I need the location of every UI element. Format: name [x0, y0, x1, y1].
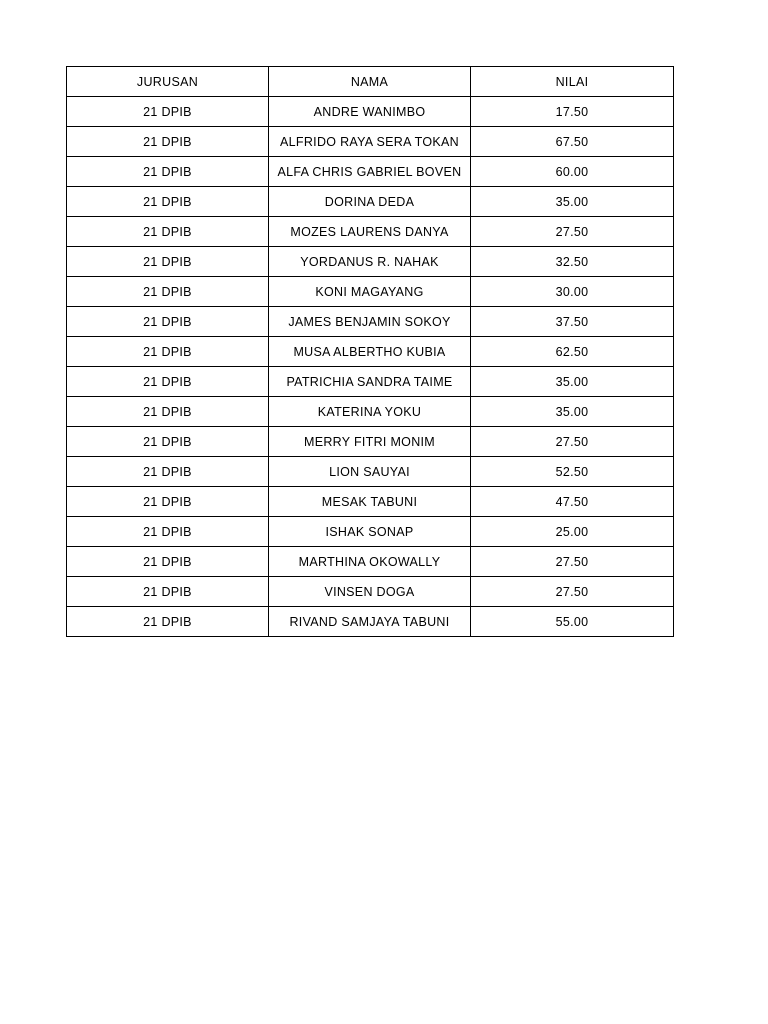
jurusan-cell: 21 DPIB: [67, 577, 269, 607]
nilai-cell: 62.50: [471, 337, 674, 367]
nilai-cell: 25.00: [471, 517, 674, 547]
nama-cell: MERRY FITRI MONIM: [269, 427, 471, 457]
jurusan-cell: 21 DPIB: [67, 217, 269, 247]
nama-cell: PATRICHIA SANDRA TAIME: [269, 367, 471, 397]
table-header-row: [67, 67, 674, 97]
table-row: [67, 517, 674, 547]
nilai-cell: 35.00: [471, 367, 674, 397]
nilai-cell: 27.50: [471, 217, 674, 247]
nilai-cell: 52.50: [471, 457, 674, 487]
jurusan-cell: 21 DPIB: [67, 247, 269, 277]
document-page: [66, 66, 674, 637]
jurusan-cell: 21 DPIB: [67, 337, 269, 367]
jurusan-cell: 21 DPIB: [67, 157, 269, 187]
jurusan-cell: 21 DPIB: [67, 427, 269, 457]
nama-cell: RIVAND SAMJAYA TABUNI: [269, 607, 471, 637]
table-row: [67, 97, 674, 127]
nama-cell: MUSA ALBERTHO KUBIA: [269, 337, 471, 367]
nama-cell: VINSEN DOGA: [269, 577, 471, 607]
table-body: [67, 97, 674, 637]
table-row: [67, 367, 674, 397]
table-row: [67, 127, 674, 157]
nama-cell: ALFRIDO RAYA SERA TOKAN: [269, 127, 471, 157]
nama-cell: ISHAK SONAP: [269, 517, 471, 547]
jurusan-cell: 21 DPIB: [67, 367, 269, 397]
jurusan-cell: 21 DPIB: [67, 307, 269, 337]
table-row: [67, 547, 674, 577]
nilai-cell: 27.50: [471, 547, 674, 577]
table-row: [67, 397, 674, 427]
jurusan-cell: 21 DPIB: [67, 607, 269, 637]
table-row: [67, 337, 674, 367]
table-row: [67, 247, 674, 277]
nilai-cell: 30.00: [471, 277, 674, 307]
nama-cell: KONI MAGAYANG: [269, 277, 471, 307]
nama-cell: MOZES LAURENS DANYA: [269, 217, 471, 247]
nama-cell: DORINA DEDA: [269, 187, 471, 217]
nilai-cell: 17.50: [471, 97, 674, 127]
nama-cell: ALFA CHRIS GABRIEL BOVEN: [269, 157, 471, 187]
jurusan-cell: 21 DPIB: [67, 97, 269, 127]
column-header-nilai: NILAI: [471, 67, 674, 97]
nilai-cell: 55.00: [471, 607, 674, 637]
nama-cell: ANDRE WANIMBO: [269, 97, 471, 127]
jurusan-cell: 21 DPIB: [67, 547, 269, 577]
table-row: [67, 427, 674, 457]
table-row: [67, 187, 674, 217]
table-row: [67, 607, 674, 637]
nilai-cell: 35.00: [471, 187, 674, 217]
nama-cell: MARTHINA OKOWALLY: [269, 547, 471, 577]
table-row: [67, 577, 674, 607]
nilai-cell: 60.00: [471, 157, 674, 187]
jurusan-cell: 21 DPIB: [67, 127, 269, 157]
jurusan-cell: 21 DPIB: [67, 517, 269, 547]
nama-cell: YORDANUS R. NAHAK: [269, 247, 471, 277]
nilai-cell: 67.50: [471, 127, 674, 157]
nilai-cell: 35.00: [471, 397, 674, 427]
nilai-cell: 37.50: [471, 307, 674, 337]
nama-cell: MESAK TABUNI: [269, 487, 471, 517]
nilai-cell: 27.50: [471, 427, 674, 457]
table-row: [67, 157, 674, 187]
nilai-cell: 47.50: [471, 487, 674, 517]
jurusan-cell: 21 DPIB: [67, 397, 269, 427]
nama-cell: LION SAUYAI: [269, 457, 471, 487]
nilai-cell: 32.50: [471, 247, 674, 277]
jurusan-cell: 21 DPIB: [67, 187, 269, 217]
nama-cell: JAMES BENJAMIN SOKOY: [269, 307, 471, 337]
grades-table: [66, 66, 674, 637]
table-row: [67, 217, 674, 247]
table-row: [67, 307, 674, 337]
jurusan-cell: 21 DPIB: [67, 277, 269, 307]
nilai-cell: 27.50: [471, 577, 674, 607]
table-row: [67, 457, 674, 487]
column-header-nama: NAMA: [269, 67, 471, 97]
jurusan-cell: 21 DPIB: [67, 457, 269, 487]
table-row: [67, 487, 674, 517]
column-header-jurusan: JURUSAN: [67, 67, 269, 97]
nama-cell: KATERINA YOKU: [269, 397, 471, 427]
table-row: [67, 277, 674, 307]
jurusan-cell: 21 DPIB: [67, 487, 269, 517]
